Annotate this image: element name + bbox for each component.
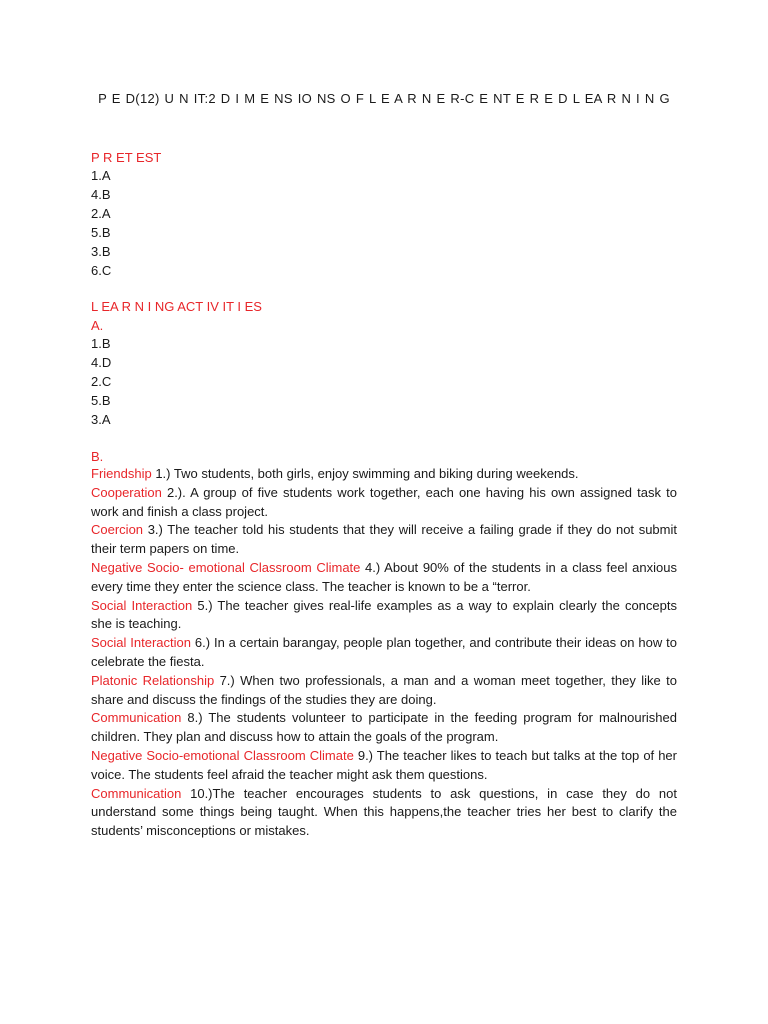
pretest-answer: 5.B [91, 225, 111, 240]
item-category-label: Communication [91, 710, 182, 726]
part-a-answer: 5.B [91, 393, 111, 408]
item-text: 7.) When two professionals, a man and a woman meet together, they like to share and discuss the findings of the studies they are doing. [91, 672, 677, 707]
part-b-item [91, 785, 677, 841]
part-b-item [91, 672, 677, 710]
pretest-answer: 1.A [91, 168, 111, 183]
item-text: 10.)The teacher encourages students to ask questions, in case they do not understand some things being taught. When this happens,the teacher tries her best to clarify the students’ misconceptions or mistakes. [91, 785, 677, 839]
pretest-answer-list [91, 166, 111, 280]
pretest-answer: 6.C [91, 263, 112, 278]
part-b-item [91, 484, 677, 522]
item-text: 2.). A group of five students work together, each one having his own assigned task to work and finish a class project. [91, 484, 677, 519]
item-category-label: Coercion [91, 522, 144, 538]
pretest-answer: 3.B [91, 244, 111, 259]
item-text: 4.) About 90% of the students in a class feel anxious every time they enter the science class. The teacher is known to be a “terror. [91, 559, 677, 594]
item-category-label: Communication [91, 785, 182, 801]
document-title: P E D(12) U N IT:2 D I M E NS IO NS O F L E A R N E R-C E NT E R E D L EA R N I N G [98, 91, 670, 106]
part-b-item [91, 465, 677, 484]
item-text: 9.) The teacher likes to teach but talks at the top of her voice. The students feel afraid the teacher might ask them questions. [91, 747, 677, 782]
item-category-label: Platonic Relationship [91, 672, 215, 688]
item-category-label: Negative Socio-emotional Classroom Climate [91, 747, 354, 763]
part-b-item [91, 559, 677, 597]
part-a-answer: 4.D [91, 355, 112, 370]
part-a-label: A. [91, 318, 104, 333]
item-category-label: Cooperation [91, 484, 162, 500]
part-b-item [91, 521, 677, 559]
item-category-label: Social Interaction [91, 597, 193, 613]
part-b-item [91, 709, 677, 747]
part-b-item [91, 634, 677, 672]
item-text: 3.) The teacher told his students that they will receive a failing grade if they do not submit their term papers on time. [91, 522, 677, 557]
learning-activities-heading: L EA R N I NG ACT IV IT I ES [91, 299, 262, 314]
part-a-answer: 3.A [91, 412, 111, 427]
part-a-answer: 1.B [91, 336, 111, 351]
pretest-answer: 4.B [91, 187, 111, 202]
item-text: 8.) The students volunteer to participate in the feeding program for malnourished children. They plan and discuss how to attain the goals of the program. [91, 710, 677, 745]
part-b-label: B. [91, 449, 104, 464]
item-category-label: Friendship [91, 466, 152, 481]
pretest-answer: 2.A [91, 206, 111, 221]
part-b-item [91, 597, 677, 635]
item-text: 6.) In a certain barangay, people plan together, and contribute their ideas on how to celebrate the fiesta. [91, 635, 677, 669]
item-text: 5.) The teacher gives real-life examples as a way to explain clearly the concepts she is teaching. [91, 597, 677, 632]
item-category-label: Negative Socio- emotional Classroom Climate [91, 559, 361, 575]
part-a-answer: 2.C [91, 374, 112, 389]
pretest-heading: P R ET EST [91, 150, 162, 165]
item-text: 1.) Two students, both girls, enjoy swimming and biking during weekends. [151, 466, 579, 481]
part-b-item [91, 747, 677, 785]
part-a-answer-list [91, 334, 111, 429]
part-b-item-list [91, 465, 677, 841]
item-category-label: Social Interaction [91, 635, 191, 651]
